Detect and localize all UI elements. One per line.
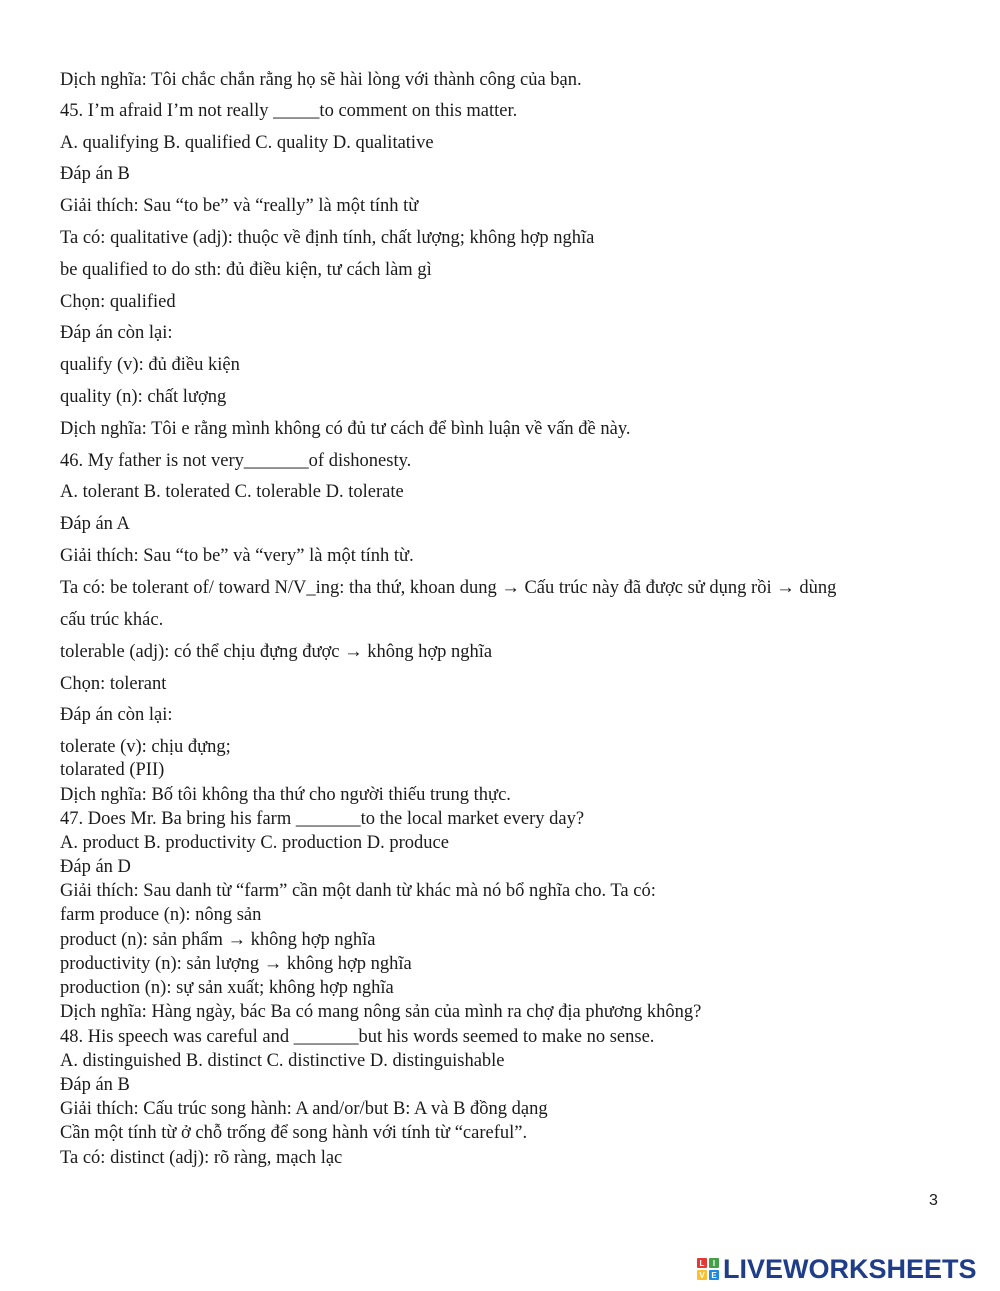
text-line: Dịch nghĩa: Tôi e rằng mình không có đủ tư cách để bình luận về vấn đề này. [60, 419, 631, 439]
text-line: Chọn: tolerant [60, 674, 167, 694]
text-line: 46. My father is not very_______of dishonesty. [60, 451, 412, 471]
logo-mark-letter: I [709, 1258, 719, 1268]
text-line: Dịch nghĩa: Tôi chắc chắn rằng họ sẽ hài lòng với thành công của bạn. [60, 70, 582, 90]
text-line: Đáp án còn lại: [60, 323, 173, 343]
text-line: Chọn: qualified [60, 292, 176, 312]
text-line: Giải thích: Cấu trúc song hành: A and/or/but B: A và B đồng dạng [60, 1099, 548, 1119]
text-line: Đáp án A [60, 514, 130, 534]
text-line: A. qualifying B. qualified C. quality D. qualitative [60, 133, 434, 153]
text-line: Giải thích: Sau “to be” và “very” là một tính từ. [60, 546, 414, 566]
text-line: productivity (n): sản lượng → không hợp nghĩa [60, 954, 412, 974]
text-line: tolerate (v): chịu đựng; [60, 737, 231, 757]
text-line: Giải thích: Sau danh từ “farm” cần một danh từ khác mà nó bổ nghĩa cho. Ta có: [60, 881, 656, 901]
text-line: quality (n): chất lượng [60, 387, 227, 407]
text-line: cấu trúc khác. [60, 610, 164, 630]
logo-mark-letter: L [697, 1258, 707, 1268]
text-line: Dịch nghĩa: Bố tôi không tha thứ cho người thiếu trung thực. [60, 785, 511, 805]
text-line: Ta có: be tolerant of/ toward N/V_ing: tha thứ, khoan dung → Cấu trúc này đã được sử dụng rồi → dùng [60, 578, 837, 598]
text-line: 48. His speech was careful and _______but his words seemed to make no sense. [60, 1027, 655, 1047]
liveworksheets-logo [697, 1254, 977, 1284]
text-line: Ta có: distinct (adj): rõ ràng, mạch lạc [60, 1148, 343, 1168]
text-line: Đáp án còn lại: [60, 705, 173, 725]
text-line: production (n): sự sản xuất; không hợp nghĩa [60, 978, 394, 998]
text-line: 47. Does Mr. Ba bring his farm _______to the local market every day? [60, 809, 585, 829]
logo-mark-icon [697, 1258, 719, 1280]
logo-text: LIVEWORKSHEETS [723, 1253, 977, 1284]
text-line: A. tolerant B. tolerated C. tolerable D. tolerate [60, 482, 404, 502]
text-line: Đáp án B [60, 1075, 130, 1095]
logo-mark-letter: E [709, 1270, 719, 1280]
text-line: Dịch nghĩa: Hàng ngày, bác Ba có mang nông sản của mình ra chợ địa phương không? [60, 1002, 702, 1022]
text-line: Đáp án D [60, 857, 131, 877]
text-line: be qualified to do sth: đủ điều kiện, tư cách làm gì [60, 260, 432, 280]
page-number: 3 [929, 1192, 938, 1209]
text-line: product (n): sản phẩm → không hợp nghĩa [60, 930, 376, 950]
text-line: Giải thích: Sau “to be” và “really” là một tính từ [60, 196, 419, 216]
text-line: Ta có: qualitative (adj): thuộc về định tính, chất lượng; không hợp nghĩa [60, 228, 595, 248]
text-line: Cần một tính từ ở chỗ trống để song hành với tính từ “careful”. [60, 1123, 528, 1143]
text-line: tolarated (PII) [60, 760, 165, 780]
text-line: qualify (v): đủ điều kiện [60, 355, 240, 375]
text-line: A. distinguished B. distinct C. distinctive D. distinguishable [60, 1051, 505, 1071]
text-line: farm produce (n): nông sản [60, 905, 262, 925]
text-line: Đáp án B [60, 164, 130, 184]
text-line: 45. I’m afraid I’m not really _____to comment on this matter. [60, 101, 518, 121]
text-line: A. product B. productivity C. production D. produce [60, 833, 449, 853]
text-line: tolerable (adj): có thể chịu đựng được → không hợp nghĩa [60, 642, 493, 662]
logo-mark-letter: V [697, 1270, 707, 1280]
